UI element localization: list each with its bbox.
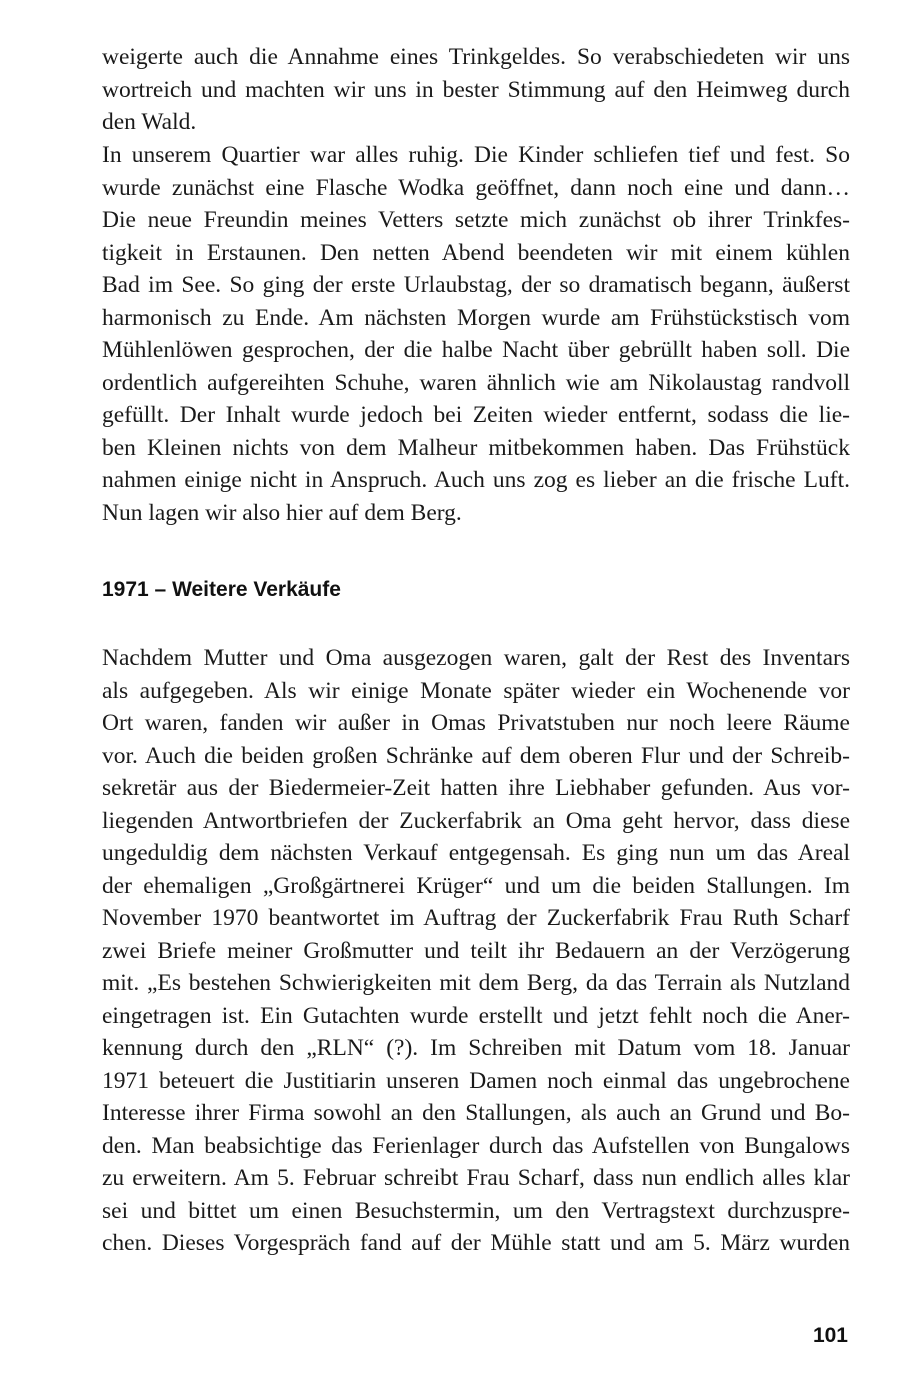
- text-line: ben Kleinen nichts von dem Malheur mitbekommen haben. Das Frühstück: [102, 434, 850, 461]
- text-line: Mühlenlöwen gesprochen, der die halbe Nacht über gebrüllt haben soll. Die: [102, 337, 850, 363]
- section-body: [102, 642, 850, 1260]
- text-line: sekretär aus der Biedermeier-Zeit hatten ihre Liebhaber gefunden. Aus vor-: [102, 775, 850, 801]
- text-line: nahmen einige nicht in Anspruch. Auch uns zog es lieber an die frische Luft.: [102, 467, 850, 493]
- text-line: Nun lagen wir also hier auf dem Berg.: [102, 499, 462, 526]
- paragraph-continuation: [102, 41, 850, 139]
- section-heading: 1971 – Weitere Verkäufe: [102, 578, 341, 601]
- text-line: Nachdem Mutter und Oma ausgezogen waren, galt der Rest des Inventars: [102, 645, 850, 671]
- text-line: der ehemaligen „Großgärtnerei Krüger“ und um die beiden Stallungen. Im: [102, 872, 850, 899]
- text-line: Ort waren, fanden wir außer in Omas Privatstuben nur noch leere Räume: [102, 710, 850, 736]
- text-line: Bad im See. So ging der erste Urlaubstag, der so dramatisch begann, äußerst: [102, 272, 850, 298]
- text-line: ordentlich aufgereihten Schuhe, waren ähnlich wie am Nikolaustag randvoll: [102, 369, 850, 396]
- text-line: mit. „Es bestehen Schwierigkeiten mit dem Berg, da das Terrain als Nutzland: [102, 970, 850, 996]
- text-line: zwei Briefe meiner Großmutter und teilt ihr Bedauern an der Verzögerung: [102, 937, 850, 964]
- text-line: sei und bittet um einen Besuchstermin, um den Vertragstext durchzuspre-: [102, 1197, 850, 1224]
- text-line: In unserem Quartier war alles ruhig. Die Kinder schliefen tief und fest. So: [102, 142, 850, 168]
- text-line: eingetragen ist. Ein Gutachten wurde erstellt und jetzt fehlt noch die Aner-: [102, 1002, 850, 1029]
- text-line: 1971 beteuert die Justitiarin unseren Damen noch einmal das ungebrochene: [102, 1067, 850, 1094]
- page-number: 101: [812, 1324, 848, 1347]
- text-line: Interesse ihrer Firma sowohl an den Stallungen, als auch an Grund und Bo-: [102, 1100, 850, 1126]
- text-line: den Wald.: [102, 109, 197, 135]
- text-line: vor. Auch die beiden großen Schränke auf dem oberen Flur und der Schreib-: [102, 742, 850, 769]
- text-line: liegenden Antwortbriefen der Zuckerfabrik an Oma geht hervor, dass diese: [102, 807, 850, 834]
- text-line: tigkeit in Erstaunen. Den netten Abend beendeten wir mit einem kühlen: [102, 239, 850, 266]
- text-line: chen. Dieses Vorgespräch fand auf der Mühle statt und am 5. März wurden: [102, 1230, 850, 1256]
- text-line: zu erweitern. Am 5. Februar schreibt Frau Scharf, dass nun endlich alles klar: [102, 1165, 850, 1191]
- text-line: ungeduldig dem nächsten Verkauf entgegensah. Es ging nun um das Areal: [102, 840, 850, 866]
- text-line: wortreich und machten wir uns in bester Stimmung auf den Heimweg durch: [102, 76, 850, 103]
- text-line: weigerte auch die Annahme eines Trinkgeldes. So verabschiedeten wir uns: [102, 44, 850, 70]
- text-line: kennung durch den „RLN“ (?). Im Schreiben mit Datum vom 18. Januar: [102, 1035, 850, 1061]
- text-line: als aufgegeben. Als wir einige Monate später wieder ein Wochenende vor: [102, 677, 850, 704]
- text-line: harmonisch zu Ende. Am nächsten Morgen wurde am Frühstückstisch vom: [102, 304, 850, 331]
- text-line: Die neue Freundin meines Vetters setzte mich zunächst ob ihrer Trinkfes-: [102, 207, 850, 233]
- text-line: den. Man beabsichtige das Ferienlager durch das Aufstellen von Bungalows: [102, 1132, 850, 1159]
- text-line: wurde zunächst eine Flasche Wodka geöffnet, dann noch eine und dann…: [102, 174, 850, 201]
- text-line: November 1970 beantwortet im Auftrag der Zuckerfabrik Frau Ruth Scharf: [102, 905, 850, 931]
- text-line: gefüllt. Der Inhalt wurde jedoch bei Zeiten wieder entfernt, sodass die lie-: [102, 402, 850, 428]
- paragraph-quartier: [102, 139, 850, 529]
